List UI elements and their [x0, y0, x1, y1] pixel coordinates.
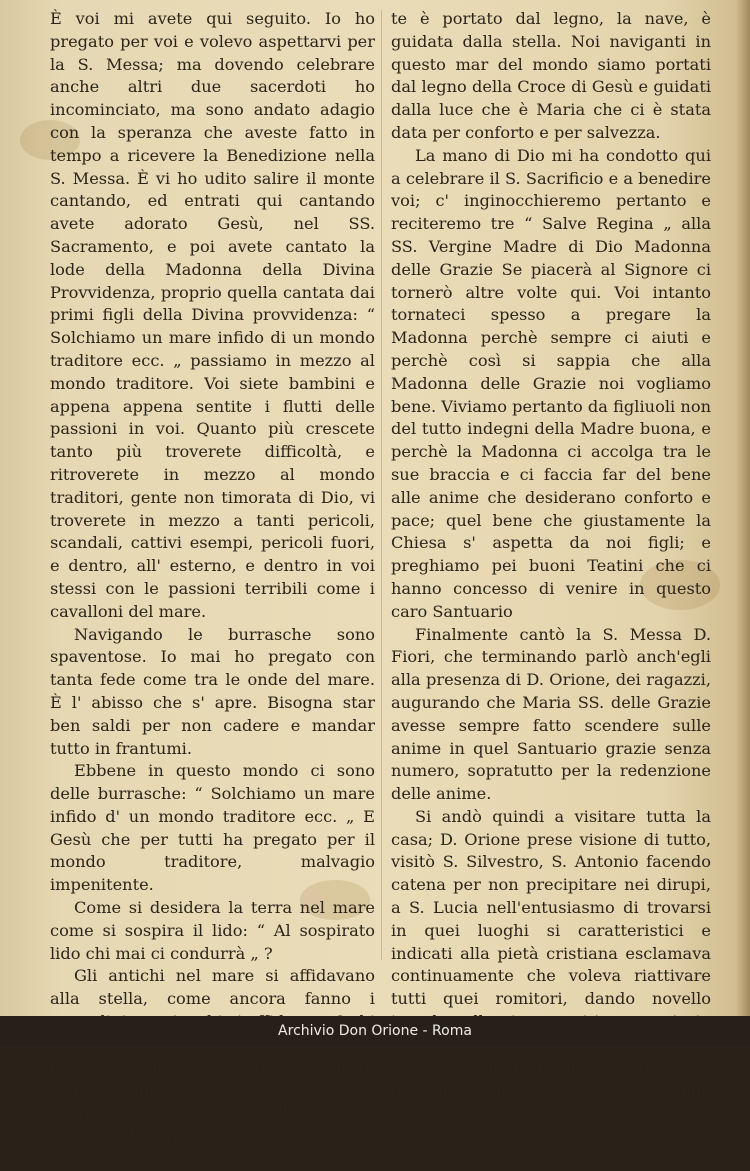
- left-column: [50, 8, 375, 1171]
- paragraph: Ebbene in questo mondo ci sono delle burrasche: “ Solchiamo un mare infido d' un mondo traditore ecc. „ E Gesù che per tutti ha pregato per il mondo traditore, malvagio impenitente.: [50, 761, 375, 895]
- paragraph: Gli antichi nel mare si affidavano alla stella, come ancora fanno i terra promessa, alla celeste Gerusalemme?: [50, 966, 375, 1100]
- paragraph: Come si desidera la terra nel mare come si sospira il lido: “ Al sospirato lido chi mai ci condurrà „ ?: [50, 898, 375, 963]
- paragraph: La mano di Dio mi ha condotto qui a celebrare il S. Sacrificio e a benedire voi; c' inginocchieremo pertanto e reciteremo tre “ Salve Regina „ alla SS. Vergine Madre di Dio Madonna delle Grazie Se piacerà al Signore ci tornerò altre volte qui. Voi intanto tornateci spesso a pregare la Madonna perchè sempre ci aiuti e perchè così si sappia che alla Madonna delle Grazie noi vogliamo bene. Viviamo pertanto da figliuoli non del tutto indegni della Madre buona, e perchè la Madonna ci accolga tra le sue braccia e ci faccia far del bene alle anime che desiderano conforto e pace; quel bene che giustamente la Chiesa s' aspetta da noi figli; e preghiamo pei buoni Teatini che ci hanno concesso di venire in questo caro Santuario: [391, 145, 711, 621]
- paragraph: È voi mi avete qui seguito. Io ho pregato per voi e volevo aspettarvi per la S. Messa; ma dovendo celebrare anche altri due sacerdoti ho incominciato, ma sono andato adagio con la speranza che aveste fatto in tempo a ricevere la Benedizione nella S. Messa. È vi ho udito salire il monte cantando, ed entrati qui cantando avete adorato Gesù, nel SS. Sacramento, e poi avete cantato la lode della Madonna della Divina Provvidenza, proprio quella cantata dai primi figli della Divina provvidenza: “ Solchiamo un mare infido di un mondo traditore ecc. „ passiamo in mezzo al mondo traditore. Voi siete bambini e appena appena sentite i flutti delle passioni in voi. Quanto più crescete tanto più troverete difficoltà, e ritroverete in mezzo al mondo traditori, gente non timorata di Dio, vi troverete in mezzo a tanti pericoli, scandali, cattivi esempi, pericoli fuori, e dentro, all' esterno, e dentro in voi stessi con le passioni terribili come i cavalloni del mare.: [50, 9, 375, 621]
- right-column: [391, 8, 711, 1125]
- paragraph: Finalmente cantò la S. Messa D. Fiori, che terminando parlò anch'egli alla presenza di D. Orione, dei ragazzi, augurando che Maria SS. delle Grazie avesse sempre fatto scendere sulle anime in quel Santuario grazie senza numero, sopratutto per la redenzione delle anime.: [391, 624, 711, 804]
- page-edge-shadow: [736, 0, 750, 1016]
- paragraph: Si andò quindi a visitare tutta la casa; D. Orione prese visione di tutto, visitò S. Silvestro, S. Antonio facendo catena per non precipitare nei dirupi, a S. Lucia nell'entusiasmo di trovarsi in quei luoghi si caratteristici e indicati alla pietà cristiana esclamava continuamente che voleva riattivare tutti quei romitori, dando novello: [391, 806, 711, 1009]
- paragraph: Navigando le burrasche sono spaventose. Io mai ho pregato con tanta fede come tra le onde del mare. È l' abisso che s' apre. Bisogna star ben saldi per non cadere e mandar tutto in frantumi.: [50, 624, 375, 758]
- archive-footer: Archivio Don Orione - Roma: [0, 1016, 750, 1046]
- paragraph: te è portato dal legno, la nave, è guidata dalla stella. Noi naviganti in questo mar del mondo siamo portati dal legno della Croce di Gesù e guidati dalla luce che è Maria che ci è stata data per conforto e per salvezza.: [391, 9, 711, 142]
- paragraph: Maria..... Maria è la stella maris la stella„ che guida il navigante. Il navigan-: [50, 1103, 375, 1168]
- column-divider: [381, 10, 382, 960]
- paragraph: Ad ora inoltrata si scese in paese dove il popolo attendeva l'amatissimo D.: [391, 1057, 711, 1123]
